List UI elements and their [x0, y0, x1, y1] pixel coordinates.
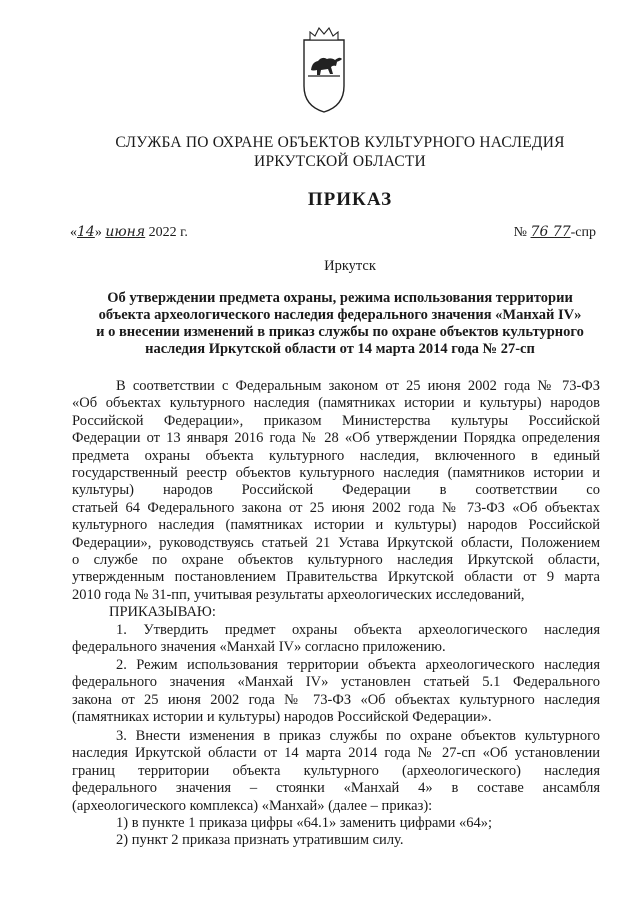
coat-of-arms-emblem [300, 26, 348, 114]
item-2-line: (памятниках истории и культуры) народов Российской Федерации». [72, 709, 492, 726]
preamble-line: статьей 64 Федерального закона от 25 июня 2002 года № 73-ФЗ «Об объектах [72, 499, 600, 516]
date-year: 2022 г. [148, 225, 188, 240]
preamble-line: государственный реестр объектов культурного наследия (памятников истории и [72, 465, 600, 482]
preamble-line: В соответствии с Федеральным законом от 25 июня 2002 года № 73-ФЗ [116, 378, 600, 394]
number-value-handwritten: 76 77 [530, 224, 571, 240]
order-number [514, 224, 596, 241]
item-3-line: 3. Внести изменения в приказ службы по охране объектов культурного [116, 728, 600, 744]
heading-line: наследия Иркутской области от 14 марта 2014 года № 27-сп [145, 341, 535, 357]
preamble-line: о службе по охране объектов культурного наследия Иркутской области, [72, 552, 600, 569]
item-2-paragraph [72, 657, 600, 727]
heading-line: и о внесении изменений в приказ службы по охране объектов культурного [96, 324, 584, 340]
number-suffix: -спр [570, 225, 596, 240]
preamble-line: культурного наследия (памятниках истории и культуры) народов Российской [72, 517, 600, 534]
item-3-line: федерального значения – стоянки «Манхай 4» в составе ансамбля [72, 780, 600, 797]
city-name: Иркутск [324, 258, 376, 274]
heading-line: Об утверждении предмета охраны, режима использования территории [107, 290, 573, 306]
item-2-line: закона от 25 июня 2002 года № 73-ФЗ «Об объектах культурного наследия [72, 691, 600, 708]
date-day-handwritten: 14 [77, 224, 95, 240]
item-2-line: федерального значения «Манхай IV» установлен статьей 5.1 Федерального [72, 674, 600, 691]
preamble-line: культуры) народов Российской Федерации в соответствии со [72, 482, 600, 499]
item-3-paragraph [72, 728, 600, 850]
agency-name-line-2: ИРКУТСКОЙ ОБЛАСТИ [254, 153, 426, 170]
order-date [70, 224, 188, 241]
document-heading [62, 290, 618, 358]
preamble-line: «Об объектах культурного наследия (памятниках истории и культуры) народов [72, 395, 600, 412]
preamble-line: предмета охраны объекта культурного наследия, включенного в единый [72, 447, 600, 464]
item-2-line: 2. Режим использования территории объекта археологического наследия [116, 657, 600, 673]
preamble-line: Федерации», руководствуясь статьей 21 Устава Иркутской области, Положением [72, 534, 600, 551]
preamble-line: утвержденным постановлением Правительства Иркутской области от 9 марта [72, 569, 600, 586]
heading-line: объекта археологического наследия федерального значения «Манхай IV» [98, 307, 582, 323]
preamble-line: 2010 года № 31-пп, учитывая результаты археологических исследований, [72, 586, 525, 603]
item-1-line: федерального значения «Манхай IV» согласно приложению. [72, 639, 446, 656]
order-word: ПРИКАЗЫВАЮ: [109, 604, 216, 621]
preamble-paragraph [72, 378, 600, 622]
number-sign: № [513, 225, 528, 240]
preamble-line: Российской Федерации», приказом Министерства культуры Российской [72, 412, 600, 429]
subitem-1: 1) в пункте 1 приказа цифры «64.1» заменить цифрами «64»; [116, 815, 492, 832]
preamble-line: Федерации от 13 января 2016 года № 28 «Об утверждении Порядка определения [72, 430, 600, 447]
document-type-title: ПРИКАЗ [307, 189, 393, 210]
date-month-handwritten: июня [105, 224, 146, 240]
item-1-line: 1. Утвердить предмет охраны объекта археологического наследия [116, 622, 600, 638]
item-3-line: наследия Иркутской области от 14 марта 2014 года № 27-сп «Об установлении [72, 745, 600, 762]
item-3-line: (археологического комплекса) «Манхай» (далее – приказ): [72, 797, 433, 814]
item-3-line: границ территории объекта культурного (археологического) наследия [72, 762, 600, 779]
agency-name-line-1: СЛУЖБА ПО ОХРАНЕ ОБЪЕКТОВ КУЛЬТУРНОГО НАСЛЕДИЯ [115, 134, 565, 151]
subitem-2: 2) пункт 2 приказа признать утратившим силу. [116, 832, 404, 849]
date-open-quote: « [70, 225, 77, 240]
date-mid-quote: » [94, 225, 102, 240]
item-1-paragraph [72, 622, 600, 657]
